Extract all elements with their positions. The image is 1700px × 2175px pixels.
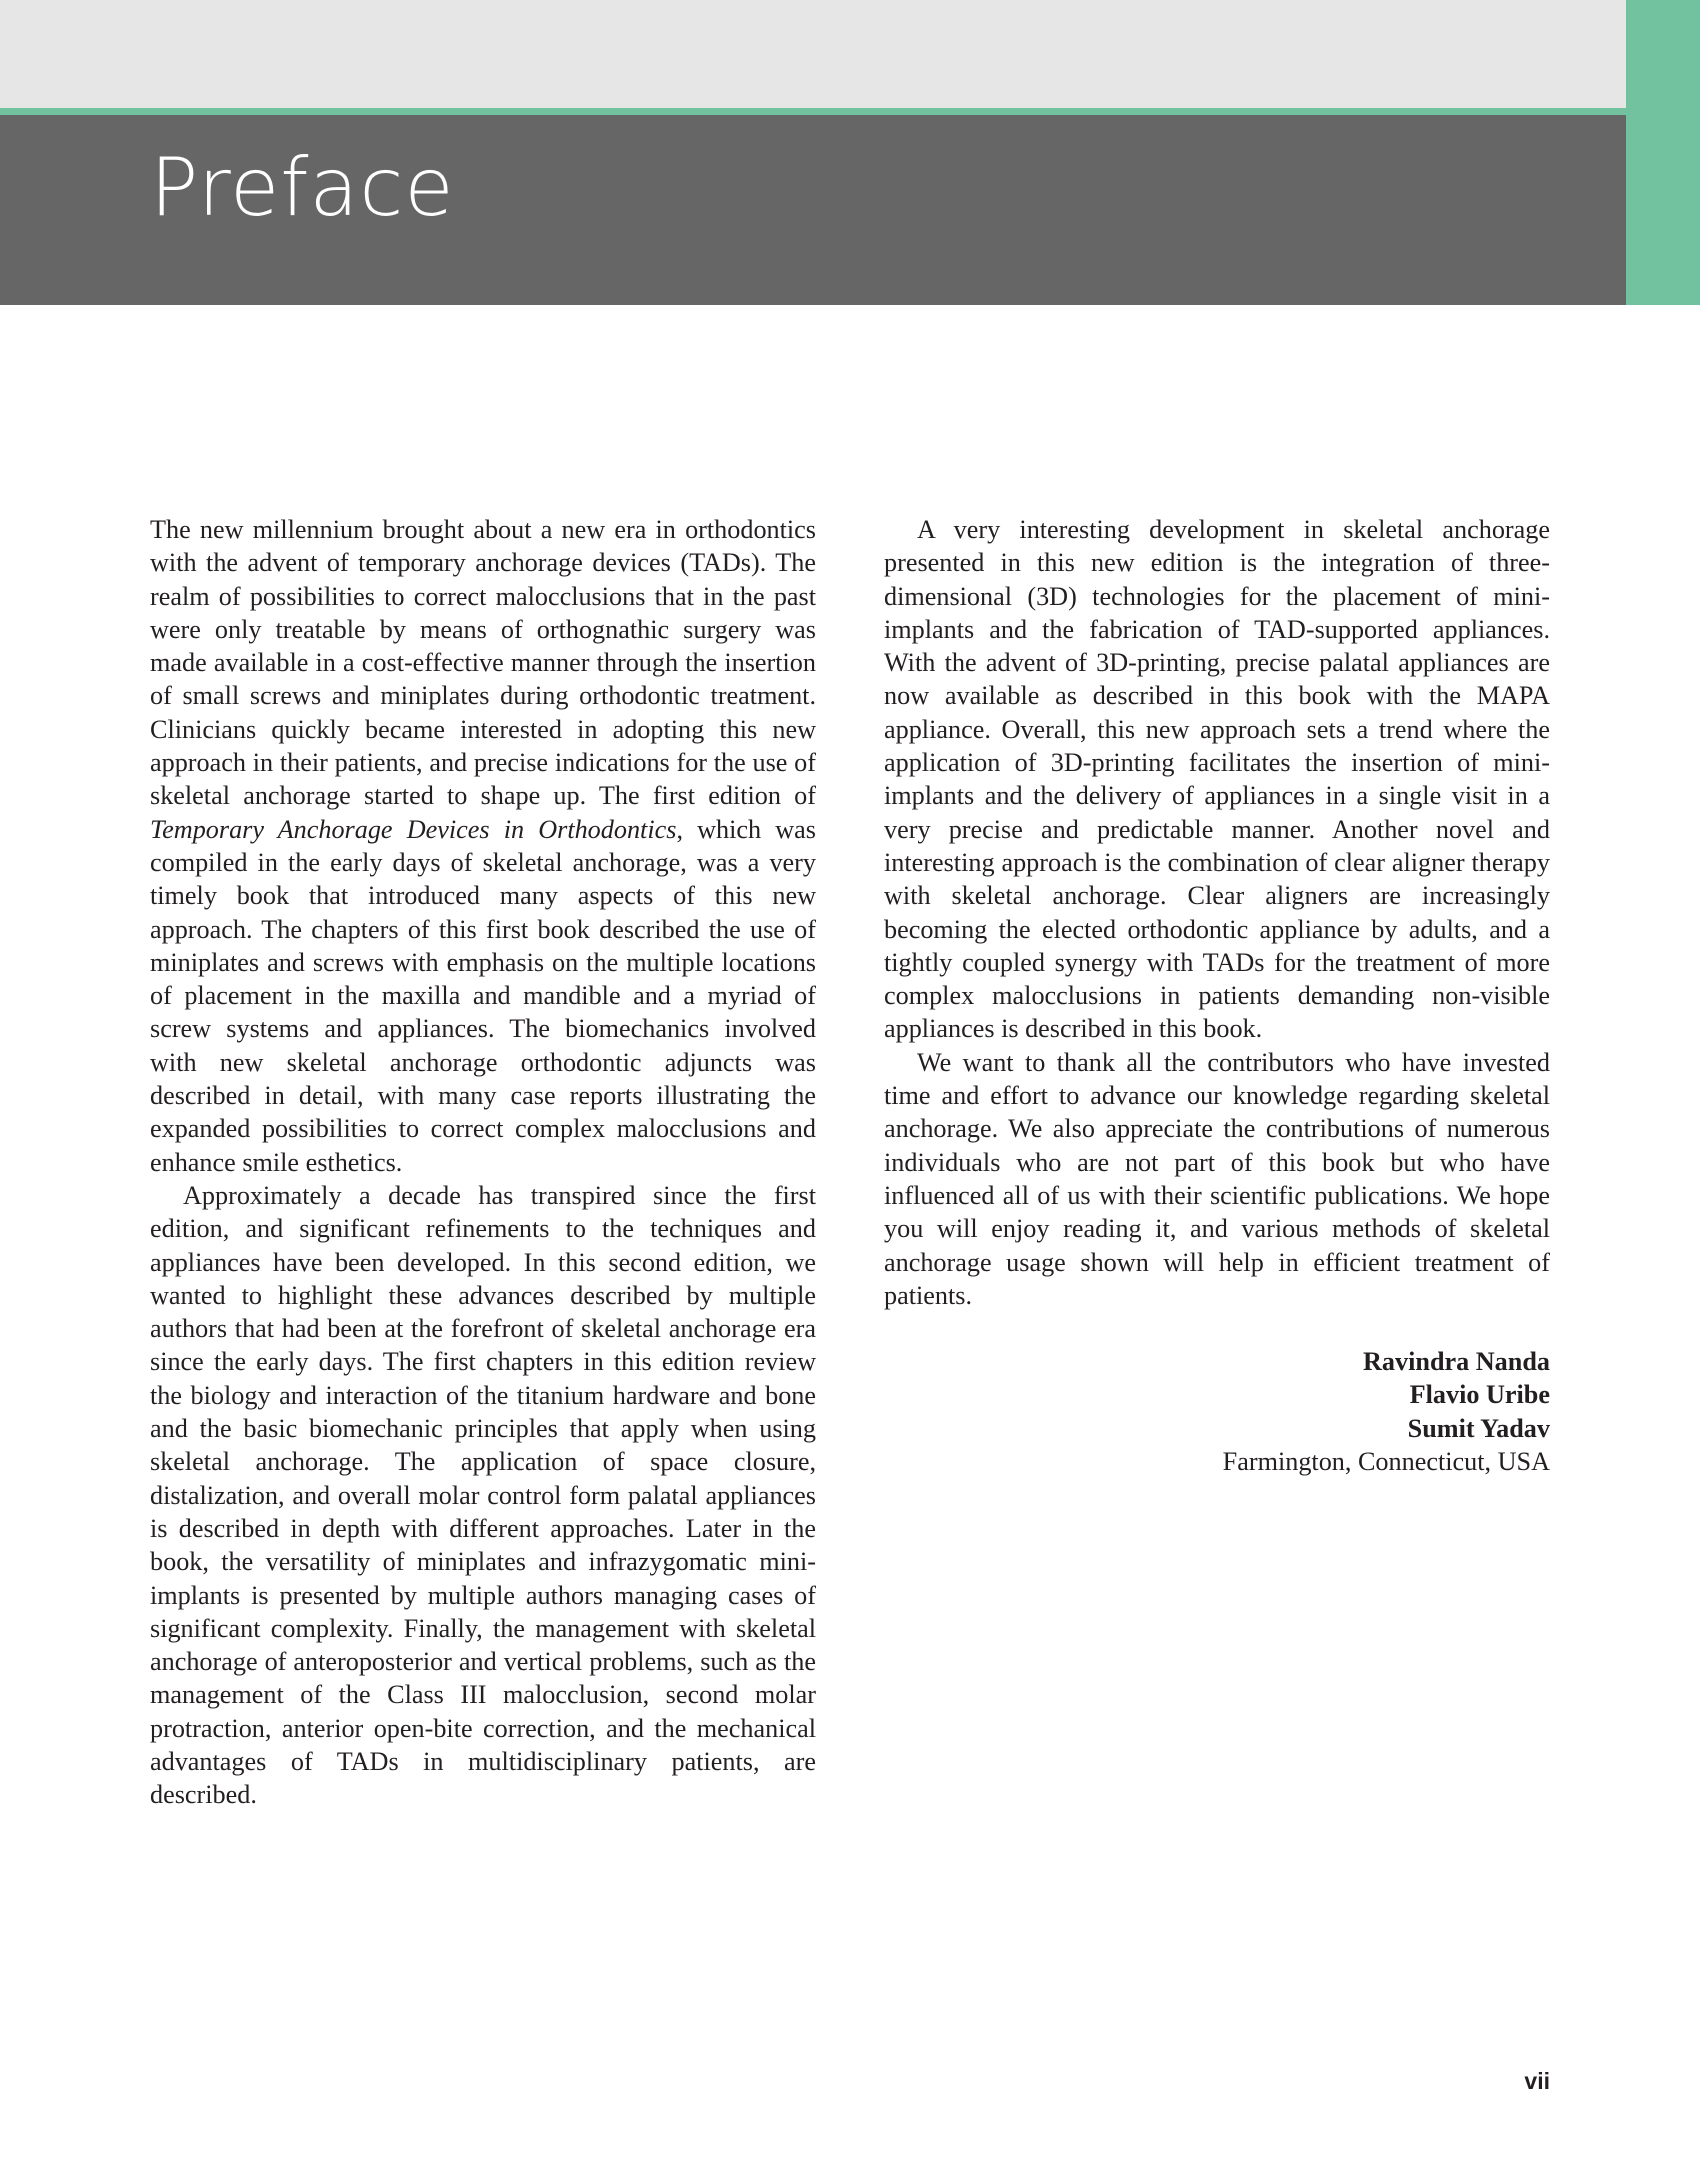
paragraph-2 <box>150 1179 816 1812</box>
text-column-left <box>150 513 816 1812</box>
header-top-band <box>0 0 1626 108</box>
author-name: Sumit Yadav <box>1407 1413 1550 1443</box>
paragraph-3-text: A very interesting development in skeletal anchorage presented in this new edition is the integration of three-dimensional (3D) technologies for the placement of mini-implants and the fabrication of TAD-supported appliances. With the advent of 3D-printing, precise palatal appliances are now available as described in this book with the MAPA appliance. Overall, this new approach sets a trend where the application of 3D-printing facilitates the insertion of mini-implants and the delivery of appliances in a single visit in a very precise and predictable manner. Another novel and interesting approach is the combination of clear aligner therapy with skeletal anchorage. Clear aligners are increasingly becoming the elected orthodontic appliance by adults, and a tightly coupled synergy with TADs for the treatment of more complex malocclusions in patients demanding non-visible appliances is described in this book. <box>884 515 1550 1044</box>
paragraph-1-text-after: , which was compiled in the early days of skeletal anchorage, was a very timely book that introduced many aspects of this new approach. The chapters of this first book described the use of miniplates and screws with emphasis on the multiple locations of placement in the maxilla and mandible and a myriad of screw systems and appliances. The biomechanics involved with new skeletal anchorage orthodontic adjuncts was described in detail, with many case reports illustrating the expanded possibilities to correct complex malocclusions and enhance smile esthetics. <box>150 814 816 1177</box>
book-title: Temporary Anchorage Devices in Orthodontics <box>150 814 677 844</box>
author-name: Ravindra Nanda <box>1363 1347 1550 1377</box>
paragraph-2-text: Approximately a decade has transpired since the first edition, and significant refinements to the techniques and appliances have been developed. In this second edition, we wanted to highlight these advances described by multiple authors that had been at the forefront of skeletal anchorage era since the early days. The first chapters in this edition review the biology and interaction of the titanium hardware and bone and the basic biomechanic principles that apply when using skeletal anchorage. The application of space closure, distalization, and overall molar control form palatal appliances is described in depth with different approaches. Later in the book, the versatility of miniplates and infrazygomatic mini-implants is presented by multiple authors managing cases of significant complexity. Finally, the management with skeletal anchorage of anteroposterior and vertical problems, such as the management of the Class III malocclusion, second molar protraction, anterior open-bite correction, and the mechanical advantages of TADs in multidisciplinary patients, are described. <box>150 1180 816 1810</box>
header-accent-line <box>0 108 1626 115</box>
author-location: Farmington, Connecticut, USA <box>1222 1447 1550 1477</box>
paragraph-4 <box>884 1046 1550 1312</box>
page-number: vii <box>1524 2068 1550 2094</box>
chapter-side-tab <box>1626 0 1700 305</box>
paragraph-4-text: We want to thank all the contributors who have invested time and effort to advance our knowledge regarding skeletal anchorage. We also appreciate the contributions of numerous individuals who are not part of this book but who have influenced all of us with their scientific publications. We hope you will enjoy reading it, and various methods of skeletal anchorage usage shown will help in efficient treatment of patients. <box>884 1047 1550 1310</box>
signature-block <box>884 1345 1550 1478</box>
paragraph-3 <box>884 513 1550 1046</box>
paragraph-1-text-before: The new millennium brought about a new era in orthodontics with the advent of temporary anchorage devices (TADs). The realm of possibilities to correct malocclusions that in the past were only treatable by means of orthognathic surgery was made available in a cost-effective manner through the insertion of small screws and miniplates during orthodontic treatment. Clinicians quickly became interested in adopting this new approach in their patients, and precise indications for the use of skeletal anchorage started to shape up. The first edition of <box>150 515 816 811</box>
text-column-right <box>884 513 1550 1478</box>
author-name: Flavio Uribe <box>1409 1380 1550 1410</box>
paragraph-1 <box>150 513 816 1179</box>
chapter-title: Preface <box>150 141 455 234</box>
